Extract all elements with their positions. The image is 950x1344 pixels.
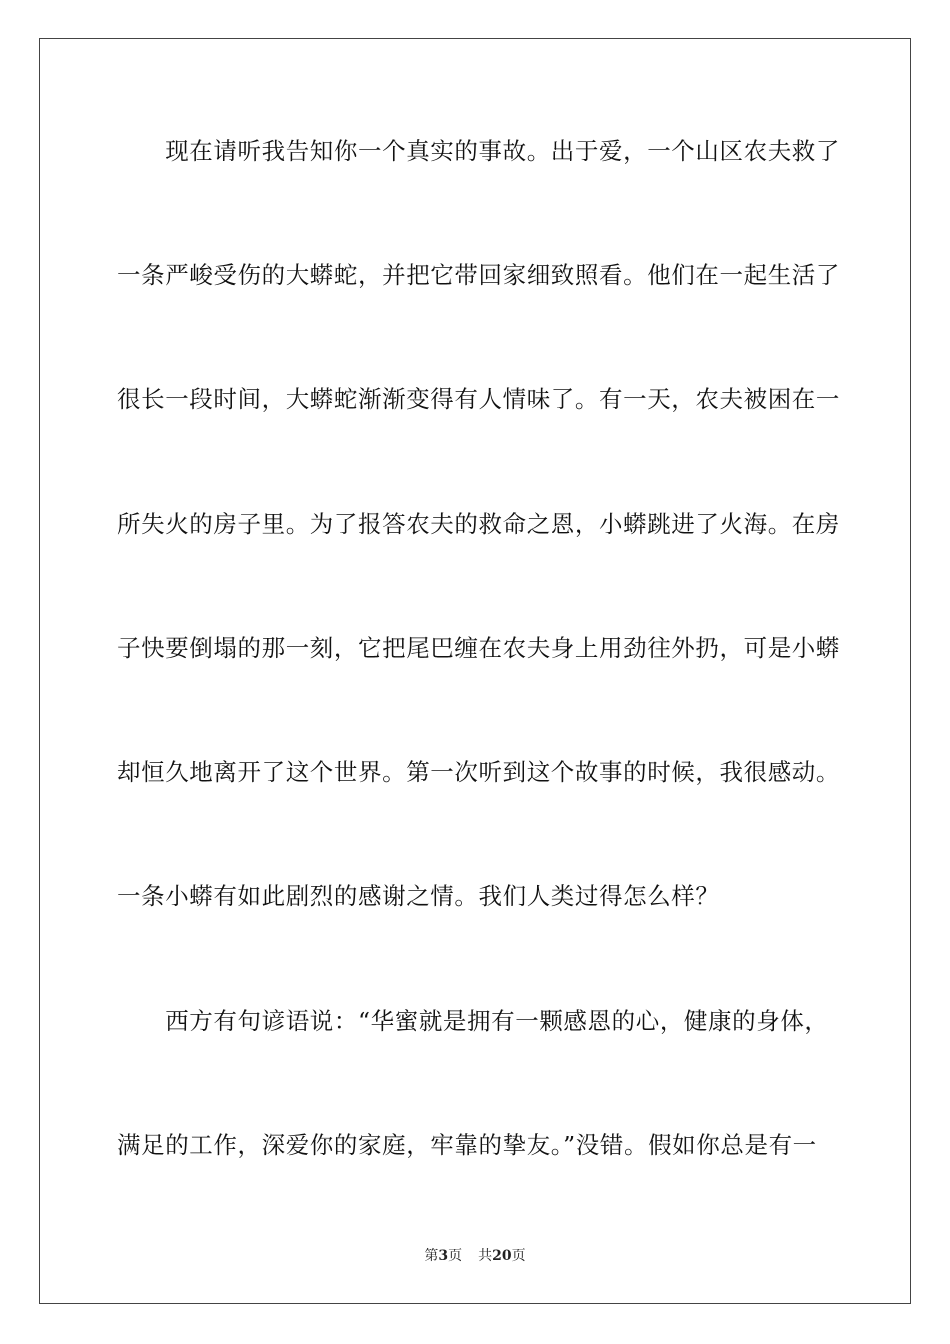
body-text-line: 一条严峻受伤的大蟒蛇，并把它带回家细致照看。他们在一起生活了: [117, 261, 840, 289]
body-text-line: 却恒久地离开了这个世界。第一次听到这个故事的时候，我很感动。: [117, 758, 840, 786]
page-label-suffix: 页: [448, 1248, 463, 1264]
page-label-prefix: 第: [424, 1248, 439, 1264]
body-text-line: 满足的工作，深爱你的家庭，牢靠的挚友。”没错。假如你总是有一: [117, 1131, 817, 1159]
body-text-line: 所失火的房子里。为了报答农夫的救命之恩，小蟒跳进了火海。在房: [117, 510, 840, 538]
body-text-line: 现在请听我告知你一个真实的事故。出于爱，一个山区农夫救了: [117, 137, 840, 165]
page-border: [39, 38, 911, 1304]
body-text-line: 一条小蟒有如此剧烈的感谢之情。我们人类过得怎么样？: [117, 882, 720, 910]
total-pages: 20: [492, 1248, 512, 1264]
body-text-line: 子快要倒塌的那一刻，它把尾巴缠在农夫身上用劲往外扔，可是小蟒: [117, 634, 840, 662]
page-footer: [0, 1246, 950, 1266]
body-text-line: 西方有句谚语说：“华蜜就是拥有一颗感恩的心，健康的身体，: [117, 1007, 829, 1035]
body-text-line: 很长一段时间，大蟒蛇渐渐变得有人情味了。有一天，农夫被困在一: [117, 385, 840, 413]
total-label-suffix: 页: [511, 1248, 526, 1264]
total-label-prefix: 共: [478, 1248, 493, 1264]
page-number: 3: [438, 1248, 449, 1264]
